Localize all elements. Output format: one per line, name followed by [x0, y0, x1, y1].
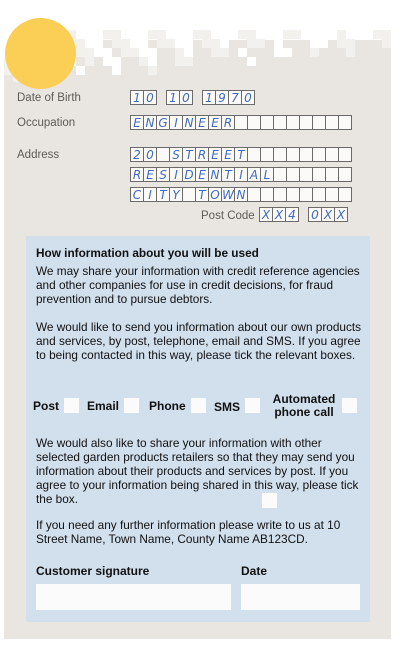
pixel-square: [220, 48, 229, 57]
character-box[interactable]: [325, 115, 339, 130]
character-box[interactable]: [273, 167, 287, 182]
information-panel: [26, 236, 370, 622]
info-heading: How information about you will be used: [36, 246, 259, 260]
character-box[interactable]: [286, 187, 300, 202]
character-box[interactable]: X: [334, 207, 348, 222]
pixel-square: [220, 30, 229, 39]
info-paragraph-marketing: We would like to send you information about our own products and services, by post, telephone, email and SMS. If you agree to being contacted in this way, please tick the relevant boxes.: [36, 320, 362, 362]
pixel-square: [274, 39, 283, 48]
pixel-square: [76, 48, 85, 57]
pixel-square: [238, 48, 247, 57]
character-box[interactable]: N: [234, 187, 248, 202]
character-box[interactable]: 4: [285, 207, 299, 222]
character-box[interactable]: [247, 187, 261, 202]
character-box[interactable]: [299, 167, 313, 182]
pixel-square: [247, 57, 256, 66]
character-box[interactable]: [299, 187, 313, 202]
pixel-square: [184, 57, 193, 66]
character-box[interactable]: [325, 147, 339, 162]
pixel-square: [112, 66, 121, 75]
character-box[interactable]: 0: [241, 90, 255, 105]
character-box[interactable]: 0: [308, 207, 322, 222]
pixel-square: [85, 57, 94, 66]
pixel-square: [139, 48, 148, 57]
signature-label: Customer signature: [36, 564, 150, 578]
pixel-square: [121, 48, 130, 57]
pixel-square: [184, 39, 193, 48]
character-box[interactable]: [312, 187, 326, 202]
pixel-square: [202, 30, 211, 39]
pixel-square: [175, 39, 184, 48]
info-paragraph-sharing: We would also like to share your information with other selected garden products retailers so that they may send you information about their products and services by post. If you agree to your information being shared in this way, please tick the box.: [36, 436, 359, 506]
character-box[interactable]: 1: [130, 90, 144, 105]
character-box[interactable]: I: [169, 115, 183, 130]
pixel-square: [346, 39, 355, 48]
dob-group: [167, 90, 193, 105]
character-box[interactable]: E: [195, 167, 209, 182]
character-box[interactable]: R: [221, 115, 235, 130]
dob-label: Date of Birth: [17, 92, 81, 104]
character-box[interactable]: X: [321, 207, 335, 222]
pixel-square: [148, 30, 157, 39]
pixel-square: [76, 39, 85, 48]
pixel-square: [76, 30, 85, 39]
character-box[interactable]: 1: [202, 90, 216, 105]
pixel-square: [148, 66, 157, 75]
pixel-square: [85, 30, 94, 39]
post-option-label: Post: [33, 399, 60, 413]
post-checkbox[interactable]: [64, 398, 79, 413]
signature-box[interactable]: [36, 584, 231, 610]
character-box[interactable]: N: [182, 115, 196, 130]
character-box[interactable]: T: [221, 167, 235, 182]
pixel-square: [130, 48, 139, 57]
pixel-square: [148, 57, 157, 66]
character-box[interactable]: [273, 147, 287, 162]
pixel-square: [112, 30, 121, 39]
automated-call-option-label: Automated phone call: [272, 392, 336, 419]
character-box[interactable]: [299, 147, 313, 162]
pixel-square: [184, 48, 193, 57]
character-box[interactable]: T: [156, 187, 170, 202]
character-box[interactable]: [312, 115, 326, 130]
dob-field[interactable]: [131, 90, 265, 105]
character-box[interactable]: D: [182, 167, 196, 182]
pixel-square: [139, 57, 148, 66]
address-line-3[interactable]: [131, 187, 352, 202]
sms-checkbox[interactable]: [245, 398, 260, 413]
pixel-square: [283, 48, 292, 57]
character-box[interactable]: N: [143, 115, 157, 130]
character-box[interactable]: 0: [143, 147, 157, 162]
character-box[interactable]: 0: [143, 90, 157, 105]
character-box[interactable]: 2: [130, 147, 144, 162]
character-box[interactable]: I: [169, 167, 183, 182]
character-box[interactable]: S: [156, 167, 170, 182]
character-box[interactable]: [182, 187, 196, 202]
character-box[interactable]: [338, 167, 352, 182]
pixel-square: [121, 39, 130, 48]
pixel-square: [247, 39, 256, 48]
pixel-square: [265, 30, 274, 39]
pixel-square: [337, 39, 346, 48]
character-box[interactable]: 7: [228, 90, 242, 105]
character-box[interactable]: E: [195, 115, 209, 130]
logo-circle: [5, 18, 76, 89]
email-checkbox[interactable]: [124, 398, 139, 413]
character-box[interactable]: [234, 115, 248, 130]
pixel-square: [247, 30, 256, 39]
pixel-square: [85, 48, 94, 57]
character-box[interactable]: 9: [215, 90, 229, 105]
pixel-square: [220, 39, 229, 48]
pixel-square: [382, 30, 391, 39]
character-box[interactable]: X: [259, 207, 273, 222]
character-box[interactable]: [286, 147, 300, 162]
pixel-square: [256, 39, 265, 48]
pixel-square: [148, 48, 157, 57]
pixel-square: [103, 57, 112, 66]
character-box[interactable]: C: [130, 187, 144, 202]
pixel-square: [112, 39, 121, 48]
pixel-square: [139, 39, 148, 48]
pixel-square: [211, 39, 220, 48]
character-box[interactable]: L: [260, 167, 274, 182]
pixel-square: [238, 30, 247, 39]
pixel-square: [175, 48, 184, 57]
character-box[interactable]: E: [221, 147, 235, 162]
pixel-square: [112, 57, 121, 66]
pixel-square: [76, 66, 85, 75]
pixel-square: [166, 39, 175, 48]
character-box[interactable]: E: [208, 147, 222, 162]
character-box[interactable]: [312, 167, 326, 182]
character-box[interactable]: [260, 147, 274, 162]
pixel-square: [157, 30, 166, 39]
pixel-square: [175, 30, 184, 39]
character-box[interactable]: [260, 115, 274, 130]
character-box[interactable]: [299, 115, 313, 130]
character-box[interactable]: [338, 115, 352, 130]
phone-option-label: Phone: [149, 399, 186, 413]
character-box[interactable]: [325, 187, 339, 202]
pixel-square: [283, 30, 292, 39]
address-label: Address: [17, 149, 60, 161]
pixel-square: [193, 30, 202, 39]
postcode-label: Post Code: [201, 210, 255, 222]
pixel-square: [310, 30, 319, 39]
pixel-square: [85, 39, 94, 48]
pixel-square: [346, 30, 355, 39]
pixel-square: [202, 39, 211, 48]
character-box[interactable]: 0: [179, 90, 193, 105]
postcode-field[interactable]: [260, 207, 348, 222]
character-box[interactable]: 1: [166, 90, 180, 105]
phone-checkbox[interactable]: [191, 398, 206, 413]
pixel-square: [94, 48, 103, 57]
pixel-square: [256, 30, 265, 39]
pixel-square: [166, 30, 175, 39]
date-box[interactable]: [241, 584, 360, 610]
character-box[interactable]: I: [143, 187, 157, 202]
character-box[interactable]: T: [234, 147, 248, 162]
info-paragraph-contact: If you need any further information please write to us at 10 Street Name, Town Name, County Name AB123CD.: [36, 518, 341, 546]
automated-call-checkbox[interactable]: [342, 398, 357, 413]
pixel-square: [355, 30, 364, 39]
pixel-square: [346, 48, 355, 57]
pixel-square: [373, 30, 382, 39]
character-box[interactable]: [273, 187, 287, 202]
sharing-checkbox[interactable]: [262, 493, 277, 508]
character-box[interactable]: [247, 115, 261, 130]
pixel-square: [175, 57, 184, 66]
pixel-square: [157, 39, 166, 48]
sms-option-label: SMS: [214, 400, 241, 414]
character-box[interactable]: [312, 147, 326, 162]
character-box[interactable]: T: [195, 187, 209, 202]
character-box[interactable]: [260, 187, 274, 202]
postcode-group: [309, 207, 348, 222]
character-box[interactable]: I: [234, 167, 248, 182]
character-box[interactable]: [273, 115, 287, 130]
character-box[interactable]: O: [208, 187, 222, 202]
character-box[interactable]: G: [156, 115, 170, 130]
occupation-label: Occupation: [17, 117, 76, 129]
pixel-square: [94, 39, 103, 48]
email-option-label: Email: [87, 399, 120, 413]
pixel-square: [103, 48, 112, 57]
postcode-group: [260, 207, 299, 222]
character-box[interactable]: R: [130, 167, 144, 182]
address-line-2[interactable]: [131, 167, 352, 182]
pixel-square: [310, 39, 319, 48]
character-box[interactable]: T: [182, 147, 196, 162]
character-box[interactable]: [156, 147, 170, 162]
pixel-square: [274, 48, 283, 57]
character-box[interactable]: R: [195, 147, 209, 162]
address-line-1[interactable]: [131, 147, 352, 162]
info-paragraph-credit: We may share your information with credit reference agencies and other companies for use in credit decisions, for fraud prevention and to pursue debtors.: [36, 264, 360, 306]
character-box[interactable]: W: [222, 187, 234, 202]
date-label: Date: [241, 564, 268, 578]
pixel-square: [319, 39, 328, 48]
pixel-square: [211, 48, 220, 57]
pixel-square: [337, 30, 346, 39]
character-box[interactable]: [338, 147, 352, 162]
character-box[interactable]: E: [143, 167, 157, 182]
pixel-square: [103, 30, 112, 39]
occupation-field[interactable]: [131, 115, 352, 130]
character-box[interactable]: X: [272, 207, 286, 222]
dob-group: [203, 90, 255, 105]
pixel-square: [310, 48, 319, 57]
character-box[interactable]: E: [208, 115, 222, 130]
character-box[interactable]: E: [130, 115, 144, 130]
character-box[interactable]: Y: [169, 187, 183, 202]
character-box[interactable]: [286, 167, 300, 182]
pixel-square: [382, 39, 391, 48]
character-box[interactable]: [325, 167, 339, 182]
pixel-square: [121, 30, 130, 39]
character-box[interactable]: N: [208, 167, 222, 182]
pixel-square: [301, 30, 310, 39]
character-box[interactable]: [247, 147, 261, 162]
pixel-square: [211, 30, 220, 39]
pixel-square: [130, 30, 139, 39]
pixel-square: [292, 30, 301, 39]
character-box[interactable]: A: [247, 167, 261, 182]
character-box[interactable]: S: [169, 147, 183, 162]
pixel-square: [130, 39, 139, 48]
dob-group: [131, 90, 157, 105]
character-box[interactable]: [338, 187, 352, 202]
character-box[interactable]: [286, 115, 300, 130]
